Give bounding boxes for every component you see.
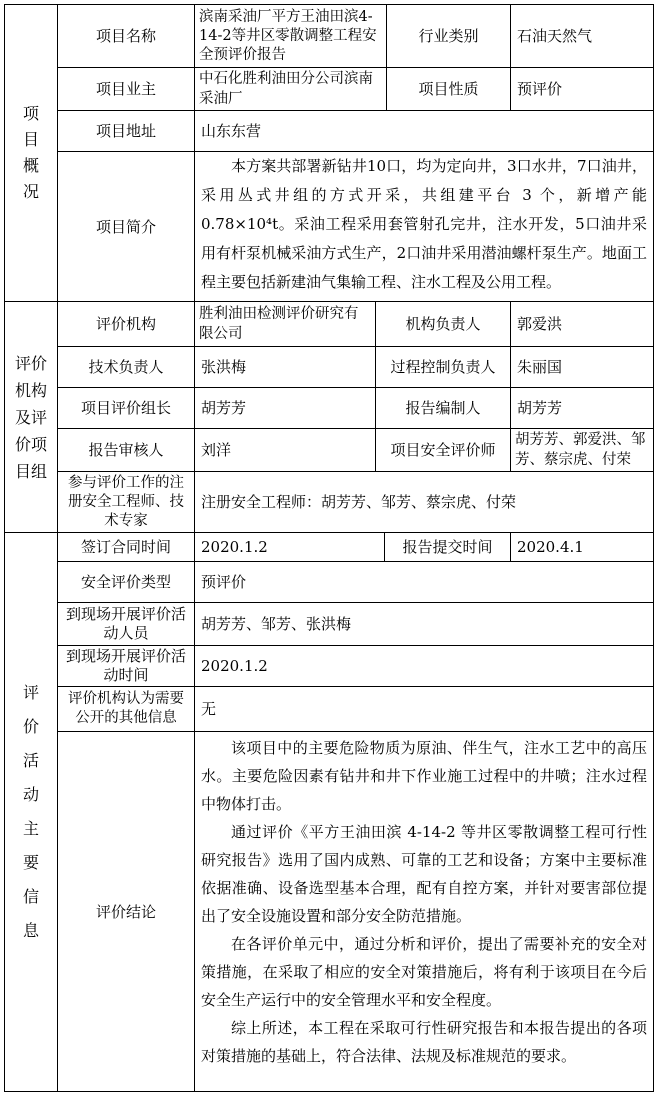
value-intro-cell <box>194 151 654 302</box>
label-org-head: 机构负责人 <box>375 301 511 347</box>
section-char: 要 <box>22 853 39 872</box>
section-char: 价 <box>22 717 39 736</box>
value-owner: 中石化胜利油田分公司滨南采油厂 <box>194 67 387 111</box>
section-line: 目组 <box>14 461 47 481</box>
label-reviewer: 报告审核人 <box>57 428 195 472</box>
label-engineers: 参与评价工作的注册安全工程师、技术专家 <box>57 471 195 533</box>
section-char: 项 <box>22 104 39 123</box>
label-site-people: 到现场开展评价活动人员 <box>57 602 195 646</box>
value-process-head: 朱丽国 <box>510 346 654 388</box>
section-overview <box>4 4 58 302</box>
label-team-leader: 项目评价组长 <box>57 387 195 429</box>
value-org-name: 胜利油田检测评价研究有限公司 <box>194 301 376 347</box>
label-org-name: 评价机构 <box>57 301 195 347</box>
section-char: 况 <box>22 182 39 201</box>
value-nature: 预评价 <box>510 67 654 111</box>
label-report-author: 报告编制人 <box>375 387 511 429</box>
label-project-name: 项目名称 <box>57 4 195 68</box>
label-tech-head: 技术负责人 <box>57 346 195 388</box>
label-industry: 行业类别 <box>386 4 511 68</box>
label-address: 项目地址 <box>57 110 195 152</box>
label-safety-evaluators: 项目安全评价师 <box>375 428 511 472</box>
value-tech-head: 张洪梅 <box>194 346 376 388</box>
label-report-time: 报告提交时间 <box>384 532 511 562</box>
conclusion-paragraph: 在各评价单元中，通过分析和评价，提出了需要补充的安全对策措施，在采取了相应的安全对策措施后，将有利于该项目在今后安全生产运行中的安全管理水平和安全程度。 <box>201 935 647 1009</box>
section-activity <box>4 532 58 1092</box>
value-report-time: 2020.4.1 <box>510 532 654 562</box>
section-char: 评 <box>22 683 39 702</box>
label-conclusion: 评价结论 <box>57 731 195 1092</box>
value-safety-evaluators: 胡芳芳、郭爱洪、邹芳、蔡宗虎、付荣 <box>510 428 654 472</box>
value-site-people: 胡芳芳、邹芳、张洪梅 <box>194 602 654 646</box>
section-org <box>4 301 58 533</box>
label-nature: 项目性质 <box>386 67 511 111</box>
section-char: 息 <box>22 921 39 940</box>
value-site-time: 2020.1.2 <box>194 645 654 687</box>
section-line: 评价 <box>14 353 47 373</box>
value-org-head: 郭爱洪 <box>510 301 654 347</box>
label-process-head: 过程控制负责人 <box>375 346 511 388</box>
conclusion-paragraph: 综上所述，本工程在采取可行性研究报告和本报告提出的各项对策措施的基础上，符合法律、法规及标准规范的要求。 <box>201 1019 647 1065</box>
label-intro: 项目简介 <box>57 151 195 302</box>
section-char: 目 <box>22 130 39 149</box>
value-conclusion-cell <box>194 731 654 1092</box>
section-char: 活 <box>22 751 39 770</box>
label-contract-time: 签订合同时间 <box>57 532 195 562</box>
section-char: 信 <box>22 887 39 906</box>
value-contract-time: 2020.1.2 <box>194 532 385 562</box>
section-char: 动 <box>22 785 39 804</box>
section-char: 概 <box>22 156 39 175</box>
value-industry: 石油天然气 <box>510 4 654 68</box>
conclusion-paragraph: 该项目中的主要危险物质为原油、伴生气，注水工艺中的高压水。主要危险因素有钻井和井下作业施工过程中的井喷；注水过程中物体打击。 <box>201 739 647 813</box>
value-team-leader: 胡芳芳 <box>194 387 376 429</box>
section-line: 价项 <box>14 434 47 454</box>
section-char: 主 <box>22 819 39 838</box>
value-report-author: 胡芳芳 <box>510 387 654 429</box>
conclusion-paragraph: 通过评价《平方王油田滨 4-14-2 等井区零散调整工程可行性研究报告》选用了国内成熟、可靠的工艺和设备；方案中主要标准依据准确、设备选型基本合理，配有自控方案，并针对要害部位提出了安全设施设置和部分安全防范措施。 <box>201 823 647 925</box>
intro-paragraph: 本方案共部署新钻井10口，均为定向井，3口水井，7口油井，采用丛式井组的方式开采，共组建平台 3 个，新增产能0.78×10⁴t。采油工程采用套管射孔完井，注水开发，5口油井采用有杆泵机械采油方式生产，2口油井采用潜油螺杆泵生产。地面工程主要包括新建油气集输工程、注水工程及公用工程。 <box>201 157 647 291</box>
value-eval-type: 预评价 <box>194 561 654 603</box>
label-site-time: 到现场开展评价活动时间 <box>57 645 195 687</box>
value-engineers: 注册安全工程师：胡芳芳、邹芳、蔡宗虎、付荣 <box>194 471 654 533</box>
section-line: 及评 <box>14 407 47 427</box>
value-reviewer: 刘洋 <box>194 428 376 472</box>
label-eval-type: 安全评价类型 <box>57 561 195 603</box>
section-line: 机构 <box>14 380 47 400</box>
label-owner: 项目业主 <box>57 67 195 111</box>
value-address: 山东东营 <box>194 110 654 152</box>
value-other-info: 无 <box>194 686 654 732</box>
label-other-info: 评价机构认为需要公开的其他信息 <box>57 686 195 732</box>
value-project-name: 滨南采油厂平方王油田滨4-14-2等井区零散调整工程安全预评价报告 <box>194 4 387 68</box>
